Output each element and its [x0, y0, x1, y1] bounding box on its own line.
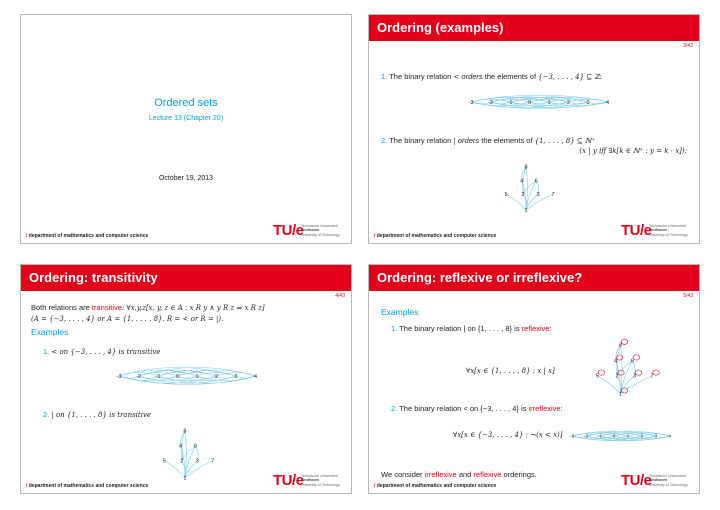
- item-2: 2. The binary relation | orders the elements of {1, . . . , 8} ⊆ ℕ⁺: [381, 136, 596, 145]
- footer-text: / department of mathematics and computer science: [26, 483, 149, 489]
- tue-logo-caption: Technische Universiteit Eindhoven University of Technology: [301, 474, 340, 487]
- conclusion: We consider irreflexive and reflexive orderings.: [381, 470, 537, 479]
- graph-node-2: 2: [615, 373, 619, 380]
- graph-node-2: 2: [521, 191, 525, 198]
- page-number: 3/43: [683, 43, 693, 49]
- graph-node-2: 2: [566, 99, 571, 106]
- item-1: 1. < on {−3, . . . , 4} is transitive: [43, 347, 161, 356]
- reflexive-loop: [653, 370, 659, 375]
- graph-node-7: 7: [551, 191, 555, 198]
- examples-heading: Examples: [31, 327, 69, 337]
- reflexive-loop: [598, 370, 604, 375]
- footer-label: department of mathematics and computer science: [376, 233, 497, 239]
- reflexive-loop: [621, 339, 627, 344]
- graph-node-8: 8: [618, 342, 623, 349]
- slide-header: [369, 15, 699, 41]
- transitivity-domain: (A = {−3, . . . , 4} or A = {1, . . . , 8}, R = < or R = |).: [31, 315, 224, 323]
- slide-header: [369, 265, 699, 291]
- graph-node-3: 3: [234, 373, 238, 380]
- reflexive-loop: [633, 355, 639, 360]
- tue-logo-mark: TU/e: [621, 222, 652, 239]
- graph-node--3: -3: [468, 99, 474, 106]
- lecture-date: October 19, 2013: [158, 175, 214, 182]
- item-2-definition: (x | y iff ∃k[k ∈ ℕ⁺ : y = k · x]):: [579, 147, 687, 155]
- irreflexive-formula: ∀x[x ∈ {−3, . . . , 4} : ¬(x < x)]: [453, 431, 563, 439]
- graph-node-3: 3: [195, 458, 199, 465]
- graph-node-3: 3: [536, 191, 540, 198]
- graph-node-1: 1: [618, 391, 623, 398]
- tue-logo: [621, 472, 693, 490]
- graph-node-7: 7: [211, 458, 215, 465]
- graph-node-3: 3: [632, 373, 637, 380]
- tue-logo-caption: Technische Universiteit Eindhoven University of Technology: [649, 474, 688, 487]
- graph-node-3: 3: [586, 99, 590, 106]
- examples-heading: Examples: [381, 307, 419, 317]
- lecture-title: Ordered sets: [154, 97, 218, 109]
- item-2: 2. | on {1, . . . , 8} is transitive: [43, 410, 152, 419]
- tue-logo-caption: Technische Universiteit Eindhoven University of Technology: [301, 224, 340, 237]
- graph-node-4: 4: [179, 443, 183, 450]
- footer-label: department of mathematics and computer science: [376, 483, 497, 489]
- tue-logo-caption: Technische Universiteit Eindhoven University of Technology: [649, 224, 688, 237]
- footer-label: department of mathematics and computer science: [28, 483, 149, 489]
- graph-node-0: 0: [527, 99, 532, 106]
- footer-text: / department of mathematics and computer science: [26, 233, 149, 239]
- slide-title-text: Ordering: reflexive or irreflexive?: [377, 270, 583, 285]
- lecture-subtitle: Lecture 13 (Chapter 20): [148, 115, 224, 122]
- graph-node--1: -1: [597, 433, 603, 439]
- less-than-graph: [109, 359, 269, 393]
- page-number: 5/43: [683, 293, 693, 299]
- graph-node--2: -2: [488, 99, 493, 106]
- footer-text: / department of mathematics and computer science: [374, 483, 497, 489]
- graph-node-5: 5: [162, 458, 166, 465]
- graph-node-8: 8: [524, 164, 528, 171]
- divides-edge: [185, 460, 213, 477]
- tue-logo-mark: TU/e: [621, 472, 652, 489]
- graph-node-5: 5: [595, 373, 599, 380]
- graph-node-6: 6: [193, 443, 197, 450]
- graph-node--1: -1: [507, 99, 513, 106]
- graph-node-1: 1: [195, 373, 199, 380]
- divides-graph: [149, 425, 229, 487]
- transitivity-definition: Both relations are transitive: ∀x,y,z[x, y, z ∈ A : x R y ∧ y R z ⇒ x R z]: [31, 303, 265, 312]
- graph-node-0: 0: [175, 373, 180, 380]
- tue-logo: [621, 222, 693, 240]
- tue-logo-mark: TU/e: [273, 472, 304, 489]
- graph-node-8: 8: [183, 428, 187, 435]
- relation-arc: [214, 373, 238, 380]
- slide-title-text: Ordering: transitivity: [29, 270, 158, 285]
- graph-node--3: -3: [569, 433, 575, 439]
- divides-graph: [491, 161, 567, 217]
- slide-title-text: Ordering (examples): [377, 20, 504, 35]
- graph-node-1: 1: [524, 207, 528, 214]
- graph-node-4: 4: [668, 433, 672, 439]
- slide-reflexive[interactable]: [368, 264, 700, 494]
- graph-node-6: 6: [630, 358, 634, 365]
- reflexive-formula: ∀x[x ∈ {1, . . . , 8} : x | x]: [466, 367, 555, 375]
- graph-node-4: 4: [520, 178, 524, 185]
- graph-node-3: 3: [654, 433, 658, 439]
- footer-text: / department of mathematics and computer science: [374, 233, 497, 239]
- graph-node-4: 4: [614, 358, 618, 365]
- graph-node-4: 4: [605, 99, 610, 106]
- graph-node--2: -2: [136, 373, 141, 380]
- graph-node-1: 1: [626, 433, 630, 439]
- slide-header: [21, 265, 351, 291]
- graph-node--2: -2: [583, 433, 589, 439]
- tue-logo-mark: TU/e: [273, 222, 304, 239]
- graph-node--3: -3: [116, 373, 122, 380]
- reflexive-loop: [635, 370, 641, 375]
- relation-arc: [566, 99, 590, 106]
- item-1: 1. The binary relation < orders the elements of {−3, . . . , 4} ⊆ ℤ:: [381, 72, 602, 81]
- graph-node-7: 7: [650, 373, 654, 380]
- divides-graph-loops: [583, 337, 673, 403]
- page-number: 4/43: [335, 293, 345, 299]
- tue-logo: [273, 472, 345, 490]
- item-2: 2. The binary relation < on {−3, . . . , 4} is irreflexive:: [391, 404, 563, 413]
- graph-node-6: 6: [534, 178, 538, 185]
- slide-transitivity[interactable]: [20, 264, 352, 494]
- graph-node--1: -1: [155, 373, 161, 380]
- graph-node-5: 5: [504, 191, 508, 198]
- graph-node-2: 2: [640, 433, 644, 439]
- item-1: 1. The binary relation | on {1, . . . , 8} is reflexive:: [391, 324, 552, 333]
- divides-edge: [621, 373, 654, 394]
- graph-node-4: 4: [253, 373, 258, 380]
- graph-node-1: 1: [547, 99, 551, 106]
- footer-label: department of mathematics and computer science: [28, 233, 149, 239]
- graph-node-1: 1: [183, 475, 187, 482]
- relation-arc: [234, 373, 258, 380]
- graph-node-2: 2: [180, 458, 184, 465]
- less-than-graph: [565, 425, 679, 447]
- tue-logo: [273, 222, 345, 240]
- slide-ordering-examples[interactable]: [368, 14, 700, 244]
- graph-node-2: 2: [214, 373, 219, 380]
- slide-title[interactable]: [20, 14, 352, 244]
- less-than-graph: [461, 89, 621, 115]
- graph-node-0: 0: [612, 433, 616, 439]
